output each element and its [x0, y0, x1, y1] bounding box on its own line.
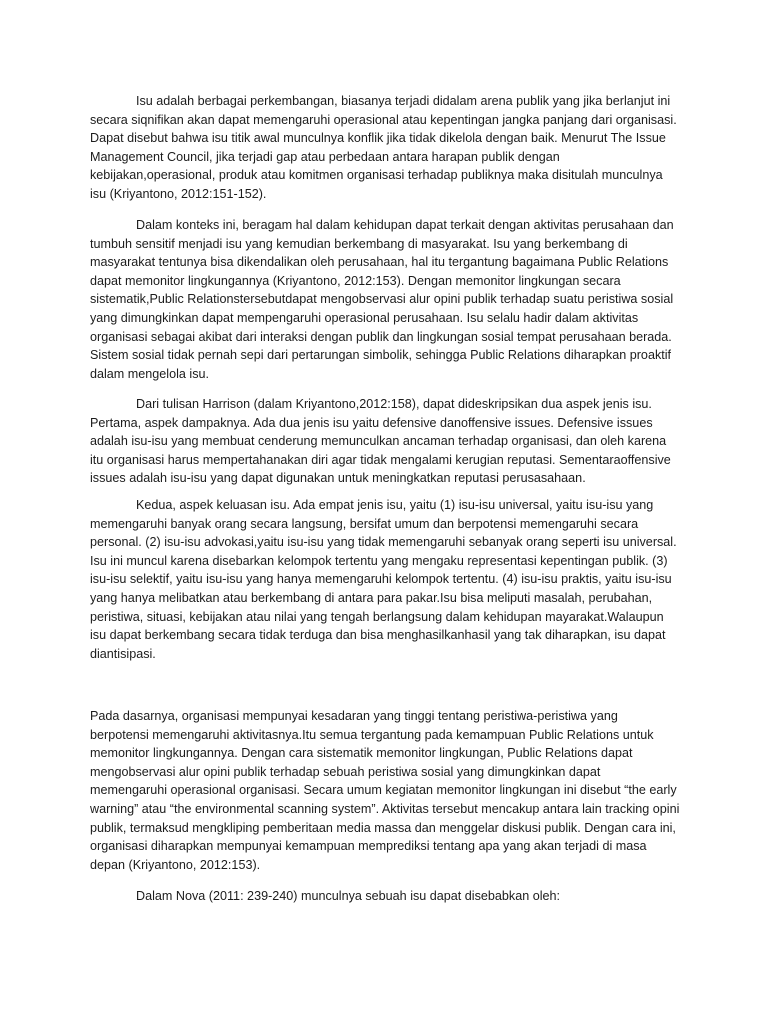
paragraph-issue-breadth: Kedua, aspek keluasan isu. Ada empat jenis isu, yaitu (1) isu-isu universal, yaitu isu-isu yang memengaruhi banyak orang secara langsung, bersifat umum dan berpotensi memengaruhi secara personal. (2) isu-isu advokasi,yaitu isu-isu yang tidak memengaruhi sebanyak orang seperti isu universal. Isu ini muncul karena disebarkan kelompok tertentu yang mengaku representasi kepentingan publik. (3) isu-isu selektif, yaitu isu-isu yang hanya memengaruhi kelompok tertentu. (4) isu-isu praktis, yaitu isu-isu yang hanya melibatkan atau berkembang di antara para pakar.Isu bisa meliputi masalah, perubahan, peristiwa, situasi, kebijakan atau nilai yang tengah berlangsung dalam kehidupan mayarakat.Walaupun isu dapat berkembang secara tidak terduga dan bisa menghasilkanhasil yang tak diharapkan, isu dapat diantisipasi. [90, 498, 677, 661]
paragraph-harrison-impact: Dari tulisan Harrison (dalam Kriyantono,2012:158), dapat dideskripsikan dua aspek jenis isu. Pertama, aspek dampaknya. Ada dua jenis isu yaitu defensive danoffensive issues. Defensive issues adalah isu-isu yang membuat cenderung memunculkan ancaman terhadap organisasi, dan oleh karena itu organisasi harus mempertahanakan diri agar tidak mengalami kerugian reputasi. Sementaraoffensive issues adalah isu-isu yang dapat digunakan untuk meningkatkan reputasi perusasahaan. [90, 397, 671, 486]
paragraph-issue-definition: Isu adalah berbagai perkembangan, biasanya terjadi didalam arena publik yang jika berlanjut ini secara siqnifikan akan dapat memengaruhi operasional atau kepentingan jangka panjang dari organisasi. Dapat disebut bahwa isu titik awal munculnya konflik jika tidak dikelola dengan baik. Menurut The Issue Management Council, jika terjadi gap atau perbedaan antara harapan publik dengan kebijakan,operasional, produk atau komitmen organisasi terhadap publiknya maka disitulah munculnya isu (Kriyantono, 2012:151-152). [90, 94, 677, 201]
paragraph-context: Dalam konteks ini, beragam hal dalam kehidupan dapat terkait dengan aktivitas perusahaan dan tumbuh sensitif menjadi isu yang kemudian berkembang di masyarakat. Isu yang berkembang di masyarakat tentunya bisa dikendalikan oleh perusahaan, hal itu tergantung bagaimana Public Relations dapat memonitor lingkungannya (Kriyantono, 2012:153). Dengan memonitor lingkungan secara sistematik,Public Relationstersebutdapat mengobservasi alur opini publik terhadap suatu peristiwa sosial yang dimungkinkan dapat mempengaruhi operasional perusahaan. Isu selalu hadir dalam aktivitas organisasi sebagai akibat dari interaksi dengan publik dan lingkungan sosial tempat perusahaan berada. Sistem sosial tidak pernah sepi dari pertarungan simbolik, sehingga Public Relations diharapkan proaktif dalam mengelola isu. [90, 218, 674, 381]
paragraph-environment-monitoring: Pada dasarnya, organisasi mempunyai kesadaran yang tinggi tentang peristiwa-peristiwa yang berpotensi memengaruhi aktivitasnya.Itu semua tergantung pada kemampuan Public Relations untuk memonitor lingkungannya. Dengan cara sistematik memonitor lingkungan, Public Relations dapat mengobservasi alur opini publik terhadap sebuah peristiwa sosial yang dimungkinkan dapat memengaruhi operasional organisasi. Secara umum kegiatan memonitor lingkungan ini disebut “the early warning” atau “the environmental scanning system”. Aktivitas tersebut mencakup antara lain tracking opini publik, termaksud mengkliping pemberitaan media massa dan menggelar diskusi publik. Dengan cara ini, organisasi diharapkan mempunyai kemampuan memprediksi tentang apa yang akan terjadi di masa depan (Kriyantono, 2012:153). [90, 709, 680, 872]
paragraph-nova-causes: Dalam Nova (2011: 239-240) munculnya sebuah isu dapat disebabkan oleh: [136, 889, 561, 903]
